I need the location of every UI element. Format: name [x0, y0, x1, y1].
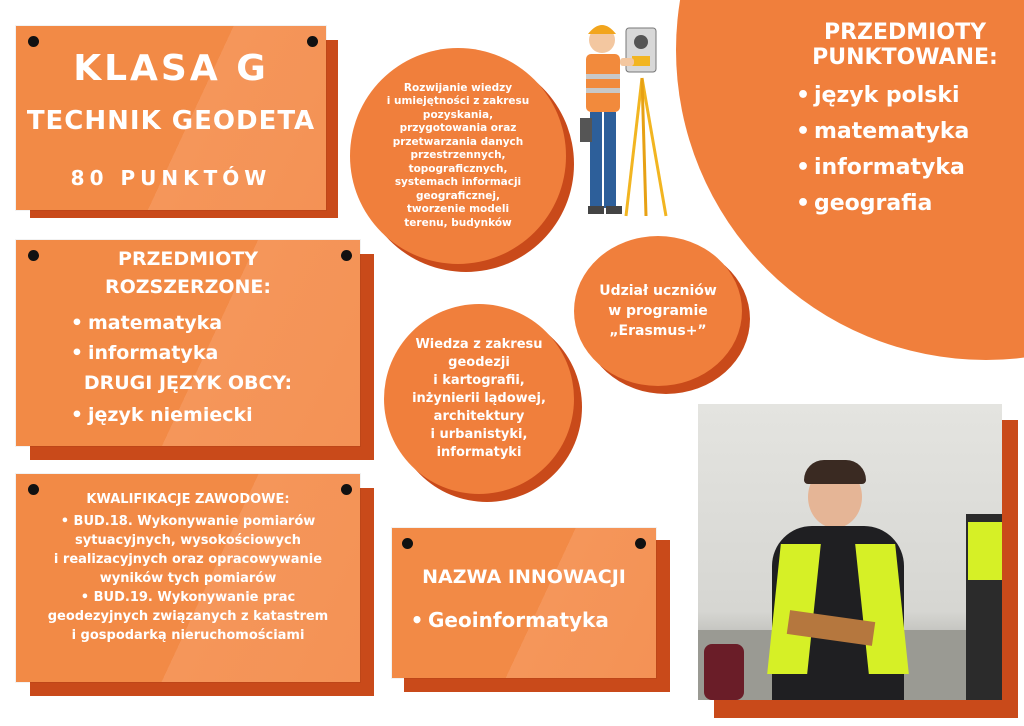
development-line: i umiejętności z zakresu [386, 95, 530, 108]
development-line: terenu, budynków [404, 216, 512, 229]
knowledge-line: architektury [433, 409, 525, 424]
erasmus-circle [574, 236, 742, 386]
scored-subjects-panel [790, 20, 1020, 222]
development-line: tworzenie modeli [406, 203, 510, 216]
list-item: • język polski [792, 78, 1020, 114]
development-line: systemach informacji [394, 176, 522, 189]
knowledge-line: geodezji [448, 355, 510, 370]
development-line: geograficznej, [416, 189, 500, 202]
pin-icon [28, 36, 39, 47]
pin-icon [402, 538, 413, 549]
development-line: przetwarzania danych [392, 135, 524, 148]
knowledge-line: informatyki [436, 445, 522, 460]
knowledge-line: i kartografii, [433, 373, 525, 388]
extended-subjects-card [16, 240, 360, 446]
knowledge-circle [384, 304, 574, 494]
erasmus-line: „Erasmus+” [609, 323, 707, 339]
development-line: Rozwijanie wiedzy [403, 81, 513, 94]
list-item: • matematyka [792, 114, 1020, 150]
pin-icon [635, 538, 646, 549]
scored-heading-line2: PUNKTOWANE: [812, 45, 998, 70]
points-label: 80 PUNKTÓW [70, 166, 272, 190]
extended-heading-line1: PRZEDMIOTY [118, 248, 258, 270]
list-item: • Geoinformatyka [406, 608, 609, 632]
qualification-line: sytuacyjnych, wysokościowych [75, 533, 301, 548]
knowledge-line: inżynierii lądowej, [412, 391, 546, 406]
scored-subjects-list [792, 78, 1020, 222]
qualification-line: wyników tych pomiarów [99, 571, 277, 586]
list-item: • informatyka [66, 338, 222, 368]
language-list [66, 400, 253, 430]
development-circle [350, 48, 566, 264]
profession-title: TECHNIK GEODETA [26, 106, 316, 136]
development-line: przygotowania oraz [399, 122, 517, 135]
pin-icon [307, 36, 318, 47]
innovation-list [406, 608, 609, 632]
qualifications-card [16, 474, 360, 682]
qualification-line: • BUD.18. Wykonywanie pomiarów [60, 514, 316, 529]
list-item: • język niemiecki [66, 400, 253, 430]
header-card [16, 26, 326, 210]
erasmus-line: Udział uczniów [599, 283, 717, 299]
erasmus-line: w programie [608, 303, 708, 319]
list-item: • informatyka [792, 150, 1020, 186]
development-line: pozyskania, [422, 108, 494, 121]
development-line: przestrzennych, [410, 149, 506, 162]
qualification-line: i realizacyjnych oraz opracowywanie [53, 552, 323, 567]
qualification-line: i gospodarką nieruchomościami [71, 628, 305, 643]
knowledge-line: i urbanistyki, [430, 427, 528, 442]
qualification-line: • BUD.19. Wykonywanie prac [80, 590, 296, 605]
development-line: topograficznych, [408, 162, 508, 175]
list-item: • geografia [792, 186, 1020, 222]
student-photo [698, 404, 1002, 700]
scored-heading-line1: PRZEDMIOTY [823, 20, 987, 45]
list-item: • matematyka [66, 308, 222, 338]
extended-subjects-list [66, 308, 222, 368]
language-heading: DRUGI JĘZYK OBCY: [83, 372, 293, 394]
extended-heading-line2: ROZSZERZONE: [104, 276, 272, 298]
surveyor-illustration [580, 8, 710, 222]
innovation-heading: NAZWA INNOWACJI [422, 566, 626, 588]
innovation-card [392, 528, 656, 678]
class-title: KLASA G [73, 48, 269, 89]
qualification-line: geodezyjnych związanych z katastrem [47, 609, 329, 624]
knowledge-line: Wiedza z zakresu [415, 337, 543, 352]
qualifications-heading: KWALIFIKACJE ZAWODOWE: [86, 492, 290, 507]
